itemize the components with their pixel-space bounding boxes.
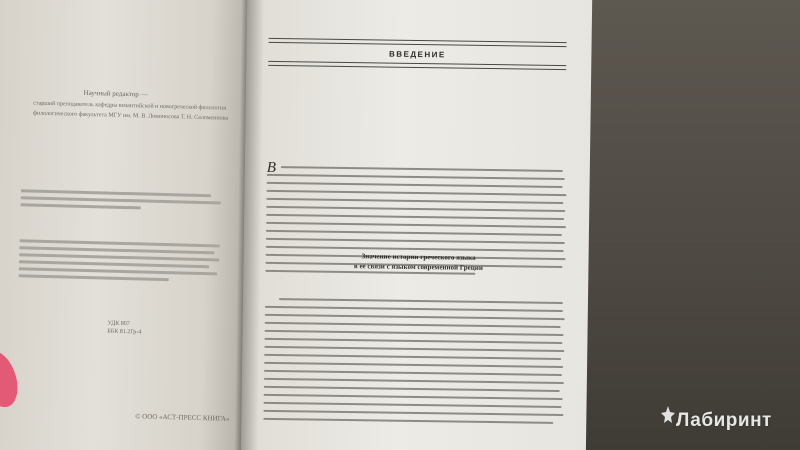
table-surface: [580, 0, 800, 450]
labirint-logo-icon: [660, 405, 676, 429]
history-heading: [303, 250, 533, 273]
history-heading-line-2: в ее связи с языком современной Греции: [353, 262, 483, 272]
history-heading-line-1: Значение истории греческого языка: [361, 252, 476, 262]
copyright-line: © ООО «АСТ-ПРЕСС КНИГА»: [135, 412, 230, 423]
section-title-box: [268, 38, 566, 70]
imprint-block: [20, 189, 220, 215]
editor-line-2: старший преподаватель кафедры византийской и новогреческой филологии: [33, 100, 227, 112]
watermark: Лабиринт: [676, 410, 772, 431]
annotation-block: [19, 239, 220, 286]
udk-code: УДК 807: [107, 320, 130, 328]
editor-label: Научный редактор —: [83, 88, 148, 99]
drop-cap: В: [266, 159, 277, 177]
section-title: ВВЕДЕНИЕ: [383, 49, 452, 59]
right-page: [241, 0, 593, 450]
left-page: [0, 0, 266, 450]
editor-line-3: филологического факультета МГУ им. М. В. Ломоносова Т. Н. Саломеинова: [32, 110, 229, 122]
bbk-code: ББК 81.2Гр-4: [107, 328, 142, 336]
history-paragraph: [263, 298, 565, 430]
